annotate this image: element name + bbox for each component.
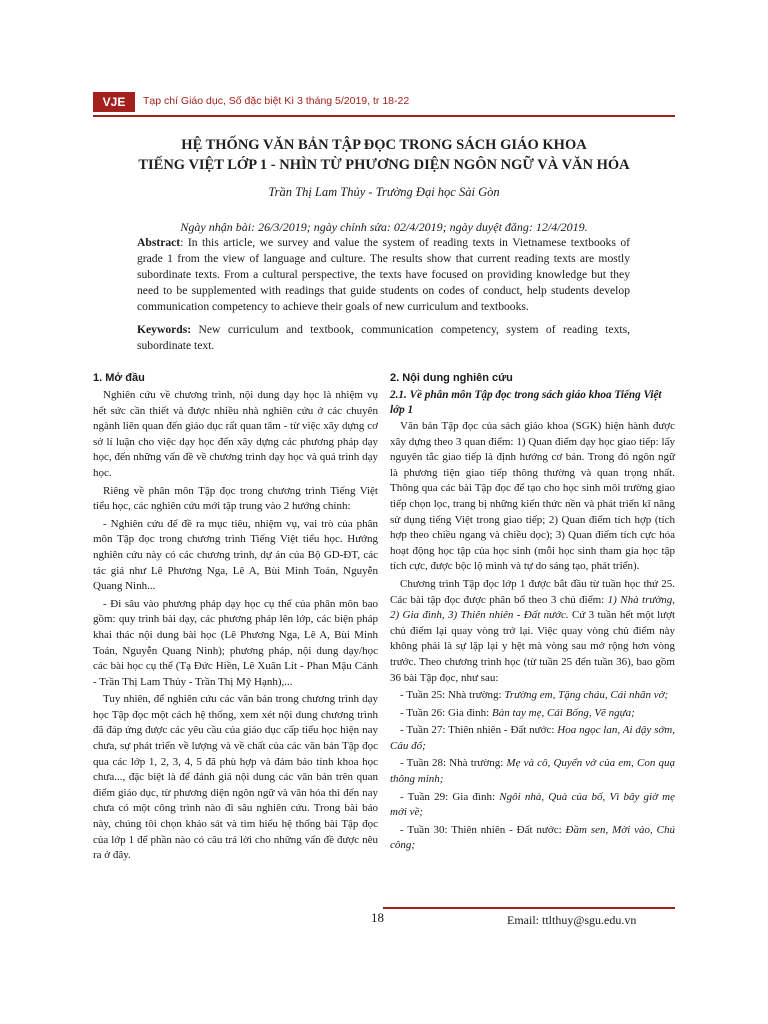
week-titles: Trường em, Tặng cháu, Cái nhãn vở; xyxy=(504,689,669,702)
week-item xyxy=(390,790,675,821)
title-line-2: TIẾNG VIỆT LỚP 1 - NHÌN TỪ PHƯƠNG DIỆN NGÔN NGỮ VÀ VĂN HÓA xyxy=(138,157,630,173)
submission-dates: Ngày nhận bài: 26/3/2019; ngày chỉnh sửa: 02/4/2019; ngày duyệt đăng: 12/4/2019. xyxy=(180,220,588,234)
week-item xyxy=(390,756,675,787)
left-column xyxy=(93,371,378,866)
footer-rule xyxy=(383,907,675,909)
article-title xyxy=(93,135,675,175)
week-label: - Tuần 28: Nhà trường: xyxy=(400,757,507,770)
keywords xyxy=(137,322,630,354)
right-column xyxy=(390,371,675,856)
section-heading-intro: 1. Mở đầu xyxy=(93,372,145,384)
journal-header xyxy=(93,92,768,116)
paragraph: Riêng về phân môn Tập đọc trong chương trình Tiếng Việt tiểu học, các nghiên cứu mới tập trung vào 2 hướng chính: xyxy=(93,484,378,513)
subsection-heading: 2.1. Về phân môn Tập đọc trong sách giáo khoa Tiếng Việt lớp 1 xyxy=(390,389,662,416)
page-number: 18 xyxy=(371,910,384,925)
paragraph-text: Cứ 3 tuần hết một lượt chủ điểm lại quay vòng trở lại. Việc quay vòng chủ điểm này không phải là sự lặp lại y hệt mà vòng sau mở rộng hơn vòng trước. Theo chương trình học (từ tuần 25 đến tuần 36), bao gồm 36 bài Tập đọc, như sau: xyxy=(390,609,676,684)
week-titles: Đầm sen, Mời vào, Chú công; xyxy=(390,823,675,852)
header-rule xyxy=(93,115,675,117)
section-heading-content: 2. Nội dung nghiên cứu xyxy=(390,372,513,384)
paragraph-italic-text: 1) Nhà trường, 2) Gia đình, 3) Thiên nhiên - Đất nước. xyxy=(390,593,675,622)
week-item xyxy=(390,706,675,722)
abstract-text: : In this article, we survey and value the system of reading texts in Vietnamese textbooks of grade 1 from the view of language and culture. The results show that current reading texts are mostly subordinate texts. From a cultural perspective, the texts have focused on providing knowledge but they need to be supplemented with readings that guide students on codes of conduct, help students develop communication competency to achieve their goals of new curriculum and textbooks. xyxy=(137,236,630,313)
week-titles: Mẹ và cô, Quyển vở của em, Con quạ thông minh; xyxy=(390,757,675,786)
title-line-1: HỆ THỐNG VĂN BẢN TẬP ĐỌC TRONG SÁCH GIÁO KHOA xyxy=(181,137,587,153)
paragraph: - Nghiên cứu để đề ra mục tiêu, nhiệm vụ, vai trò của phân môn Tập đọc trong chương trình Tiếng Việt tiểu học. Hướng nghiên cứu này có các chương trình, dự án của Bộ GD-ĐT, các tác giả như Lê Phương Nga, Lê A, Bùi Minh Toán, Nguyễn Quang Ninh... xyxy=(93,517,378,593)
abstract xyxy=(137,235,630,315)
week-titles: Ngôi nhà, Quà của bố, Vì bây giờ mẹ mới về; xyxy=(390,790,675,819)
week-label: - Tuần 25: Nhà trường: xyxy=(400,689,505,702)
week-item xyxy=(390,723,675,754)
keywords-text: New curriculum and textbook, communication competency, system of reading texts, subordinate text. xyxy=(137,323,630,352)
paragraph: Tuy nhiên, để nghiên cứu các văn bản trong chương trình dạy học Tập đọc một cách hệ thống, xem xét nội dung chương trình đã đáp ứng được các yêu cầu của giáo dục cấp tiểu học hiện nay chưa, sự phát triển về lượng và về chất của các văn bản Tập đọc qua các lớp 1, 2, 3, 4, 5 đã phù hợp và đảm bảo tính khoa học chưa..., đặc biệt là để đánh giá nội dung các văn bản trên quan điểm giáo dục, từ phương diện ngôn ngữ và văn hóa thì đến nay chưa có một công trình nào đi sâu nghiên cứu. Trong bài báo này, chúng tôi chọn khảo sát và tìm hiểu hệ thống bài Tập đọc của lớp 1 để phần nào có câu trả lời cho những vấn đề được nêu ra ở đây. xyxy=(93,693,378,862)
author-email: Email: ttlthuy@sgu.edu.vn xyxy=(507,913,637,927)
journal-citation: Tạp chí Giáo dục, Số đặc biệt Kì 3 tháng 5/2019, tr 18-22 xyxy=(143,95,410,107)
week-label: - Tuần 26: Gia đình: xyxy=(400,706,492,719)
paragraph xyxy=(390,577,675,686)
week-label: - Tuần 30: Thiên nhiên - Đất nước: xyxy=(400,823,566,836)
author-line: Trần Thị Lam Thủy - Trường Đại học Sài Gòn xyxy=(268,185,500,199)
keywords-label: Keywords: xyxy=(137,323,192,336)
week-item xyxy=(390,823,675,854)
journal-logo: VJE xyxy=(93,92,135,112)
paragraph: - Đi sâu vào phương pháp dạy học cụ thể của phân môn bao gồm: quy trình bài dạy, các phương pháp lên lớp, các biện pháp khai thác nội dung bài học (Lê Phương Nga, Lê A, Bùi Minh Toán, Nguyễn Quang Ninh); phương pháp, nội dung dạy/học các bài học cụ thể (Tạ Đức Hiền, Lê Xuân Lít - Phan Mậu Cảnh - Trần Thị Lam Thủy - Trần Thị Mỹ Hạnh),... xyxy=(93,597,378,688)
week-label: - Tuần 27: Thiên nhiên - Đất nước: xyxy=(400,724,558,737)
abstract-label: Abstract xyxy=(137,236,181,249)
paragraph: Nghiên cứu về chương trình, nội dung dạy học là nhiệm vụ hết sức cần thiết và được nhiều nhà nghiên cứu ở các chuyên ngành liên quan đến giáo dục rất quan tâm - từ việc xây dựng cơ sở lí luận cho việc dạy học đến xây dựng các phương pháp dạy học, đến những vấn đề về chương trình dạy học và quá trình dạy học. xyxy=(93,389,378,479)
week-label: - Tuần 29: Gia đình: xyxy=(400,790,500,803)
paragraph: Văn bản Tập đọc của sách giáo khoa (SGK) hiện hành được xây dựng theo 3 quan điểm: 1) Quan điểm dạy học giao tiếp: lấy nguyên tắc giao tiếp là định hướng cơ bản. Trong đó ngôn ngữ là phương tiện giao tiếp thông thường và quan trọng nhất. Thông qua các bài Tập đọc để tạo cho học sinh môi trường giao tiếp chọn lọc, trang bị những kiến thức nền và phát triển kĩ năng sử dụng tiếng Việt trong giao tiếp; 2) Quan điểm tích hợp (tích hợp theo chiều ngang và chiều dọc); 3) Quan điểm tích cực hóa hoạt động học tập của học sinh (mỗi học sinh tham gia học tập tích cực, được bộc lộ mình và tự do sáng tạo, phát triển). xyxy=(390,420,675,573)
week-titles: Hoa ngọc lan, Ai dậy sớm, Câu đố; xyxy=(390,724,675,752)
week-titles: Bàn tay mẹ, Cái Bống, Vẽ ngựa; xyxy=(491,706,635,719)
paragraph-text: Chương trình Tập đọc lớp 1 được bắt đầu từ tuần học thứ 25. Các bài tập đọc được phân bổ theo 3 chủ điểm: xyxy=(390,577,675,606)
week-item xyxy=(390,688,675,704)
